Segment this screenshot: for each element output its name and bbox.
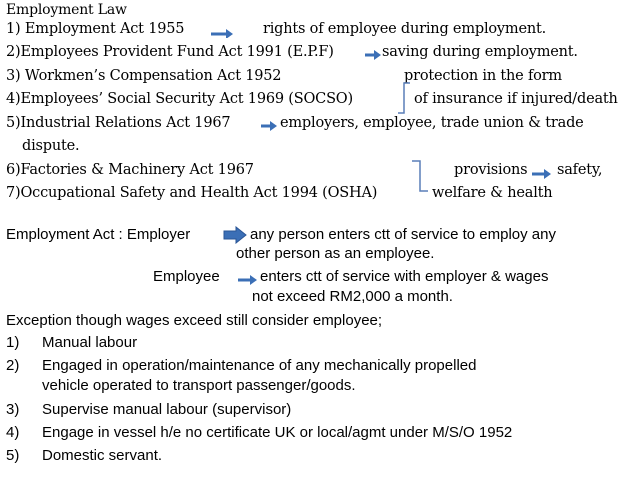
act-note-after: safety, [557, 162, 603, 178]
act-note: welfare & health [432, 185, 553, 201]
act-note [454, 161, 527, 179]
act-item [6, 20, 184, 38]
act-number: 6) [6, 162, 21, 178]
exception-item [6, 401, 19, 419]
act-note: saving during employment. [382, 44, 578, 60]
act-name: Factories & Machinery Act 1967 [20, 162, 254, 178]
act-number: 7) [6, 185, 21, 201]
act-number: 2) [6, 44, 21, 60]
page-title: Employment Law [6, 2, 127, 18]
exception-number: 2) [6, 357, 20, 374]
right-arrow-icon [364, 49, 382, 61]
act-name: Industrial Relations Act 1967 [20, 115, 231, 131]
act-name: Employees’ Social Security Act 1969 (SOCSO) [20, 91, 353, 107]
exception-item [6, 357, 19, 375]
exception-item [6, 334, 19, 352]
act-name: Employees Provident Fund Act 1991 (E.P.F) [20, 44, 334, 60]
brace-icon [396, 82, 412, 116]
right-arrow-icon [237, 274, 259, 286]
brace-icon [410, 160, 430, 194]
exception-text: Supervise manual labour (supervisor) [42, 401, 292, 418]
employer-definition-line-1: any person enters ctt of service to employ any [250, 226, 556, 243]
act-number: 4) [6, 91, 21, 107]
act-name: Workmen’s Compensation Act 1952 [24, 68, 282, 84]
exception-text: Engage in vessel h/e no certificate UK or local/agmt under M/S/O 1952 [42, 424, 513, 441]
act-item [6, 114, 230, 132]
employer-definition-line-2: other person as an employee. [236, 245, 435, 262]
act-name: Occupational Safety and Health Act 1994 (OSHA) [20, 185, 378, 201]
act-item [6, 184, 377, 202]
exception-number: 5) [6, 447, 20, 464]
right-arrow-icon [260, 120, 278, 132]
exception-item [6, 447, 19, 465]
block-arrow-icon [223, 226, 247, 244]
right-arrow-icon [531, 168, 553, 180]
exception-text: Domestic servant. [42, 447, 163, 464]
act-number: 1) [6, 21, 21, 37]
act-note: of insurance if injured/death [414, 91, 618, 107]
act-note-continued: dispute. [22, 138, 80, 154]
exception-text: Engaged in operation/maintenance of any mechanically propelled [42, 357, 477, 374]
definition-prefix: Employment Act : Employer [6, 226, 191, 243]
exception-heading: Exception though wages exceed still consider employee; [6, 312, 383, 329]
act-note: rights of employee during employment. [263, 21, 547, 37]
act-name: Employment Act 1955 [24, 21, 185, 37]
act-number: 5) [6, 115, 21, 131]
act-note: employers, employee, trade union & trade [280, 115, 584, 131]
exception-number: 4) [6, 424, 20, 441]
employee-definition-line-2: not exceed RM2,000 a month. [252, 288, 453, 305]
act-note-provisions: provisions [454, 162, 528, 178]
act-note: protection in the form [404, 68, 562, 84]
employee-label: Employee [153, 268, 220, 285]
act-number: 3) [6, 68, 21, 84]
exception-item [6, 424, 19, 442]
exception-text: Manual labour [42, 334, 138, 351]
right-arrow-icon [210, 26, 234, 38]
act-item [6, 90, 353, 108]
exception-number: 3) [6, 401, 20, 418]
employee-definition-line-1: enters ctt of service with employer & wages [260, 268, 549, 285]
exception-number: 1) [6, 334, 20, 351]
act-item [6, 67, 281, 85]
act-item [6, 43, 334, 61]
exception-text-continued: vehicle operated to transport passenger/goods. [42, 377, 356, 394]
act-item [6, 161, 254, 179]
